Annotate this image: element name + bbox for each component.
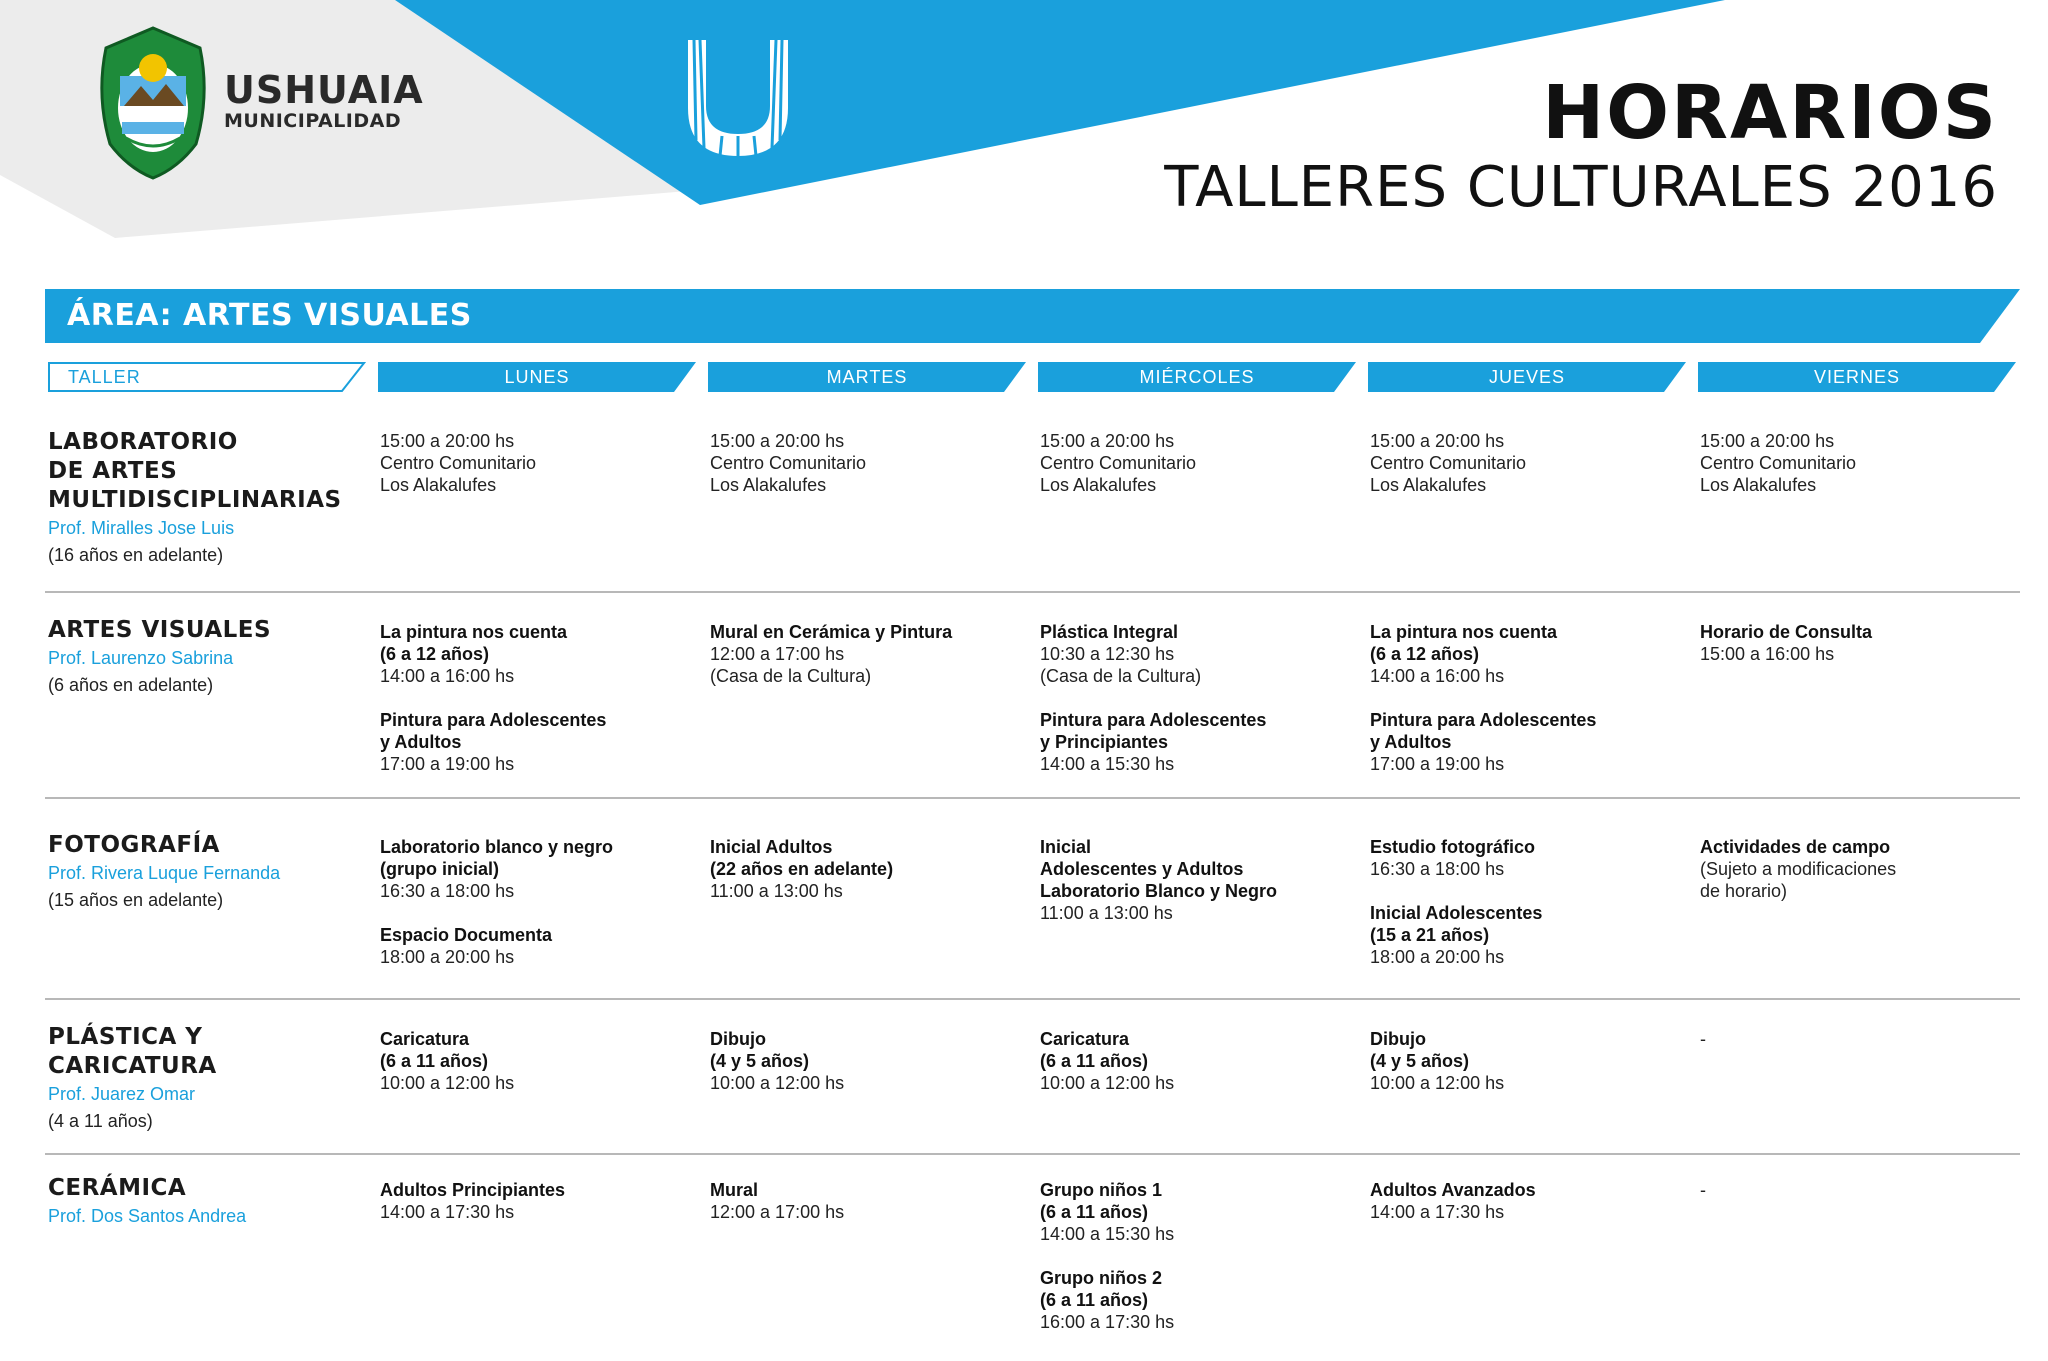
session-time: 15:00 a 16:00 hs xyxy=(1700,644,1835,664)
session-time: 12:00 a 17:00 hs xyxy=(710,644,845,664)
session-title: Grupo niños 2 xyxy=(1040,1268,1163,1288)
session-title: Adultos Avanzados xyxy=(1370,1180,1536,1200)
schedule-cell xyxy=(710,621,1030,709)
session-title: (6 a 11 años) xyxy=(1040,1202,1149,1222)
workshop-age-range: (15 años en adelante) xyxy=(48,890,224,910)
workshop-ceramica xyxy=(48,1174,338,1229)
session-title: Inicial Adolescentes xyxy=(1370,903,1543,923)
column-header-label: MIÉRCOLES xyxy=(1139,367,1255,387)
workshop-name: LABORATORIO xyxy=(48,429,238,455)
column-header-lunes xyxy=(378,362,696,392)
session xyxy=(1370,1028,1690,1094)
session-title: (4 y 5 años) xyxy=(710,1051,810,1071)
session xyxy=(380,924,700,968)
schedule-cell xyxy=(1700,1179,2020,1201)
workshop-age-range: (4 a 11 años) xyxy=(48,1111,153,1131)
workshop-professor: Prof. Juarez Omar xyxy=(48,1084,196,1104)
row-divider xyxy=(45,1153,2020,1155)
session xyxy=(1370,836,1690,880)
session-title: Laboratorio blanco y negro xyxy=(380,837,614,857)
session-time: 18:00 a 20:00 hs xyxy=(1370,947,1505,967)
column-header-taller-label: TALLER xyxy=(68,367,141,387)
schedule-place: Centro Comunitario xyxy=(1370,453,1527,473)
session-time: 14:00 a 17:30 hs xyxy=(380,1202,515,1222)
session xyxy=(1370,621,1690,687)
session-time: 11:00 a 13:00 hs xyxy=(1040,903,1173,923)
schedule-cell xyxy=(1700,430,2020,496)
row-divider xyxy=(45,998,2020,1000)
session-time: 16:30 a 18:00 hs xyxy=(380,881,515,901)
page-subtitle: TALLERES CULTURALES 2016 xyxy=(1164,155,1998,220)
session-time: 14:00 a 15:30 hs xyxy=(1040,754,1175,774)
schedule-place: Centro Comunitario xyxy=(1040,453,1197,473)
page-title: HORARIOS xyxy=(1542,70,1998,156)
column-header-label: JUEVES xyxy=(1488,367,1566,387)
schedule-cell xyxy=(380,1028,700,1116)
session-title: (6 a 12 años) xyxy=(1370,644,1480,664)
session-title: y Adultos xyxy=(380,732,462,752)
session-title: Pintura para Adolescentes xyxy=(380,710,607,730)
session-place: (Casa de la Cultura) xyxy=(1040,666,1202,686)
session-time: 14:00 a 16:00 hs xyxy=(1370,666,1505,686)
workshop-name: DE ARTES xyxy=(48,458,178,484)
session-time: 16:00 a 17:30 hs xyxy=(1040,1312,1175,1332)
session-note: de horario) xyxy=(1700,881,1788,901)
session-title: Plástica Integral xyxy=(1040,622,1179,642)
session-title: La pintura nos cuenta xyxy=(1370,622,1558,642)
session-title: Adolescentes y Adultos xyxy=(1040,859,1244,879)
session-time: 14:00 a 15:30 hs xyxy=(1040,1224,1175,1244)
empty-slot: - xyxy=(1700,1029,1706,1049)
session-time: 10:00 a 12:00 hs xyxy=(1040,1073,1175,1093)
workshop-professor: Prof. Laurenzo Sabrina xyxy=(48,648,234,668)
row-divider xyxy=(45,797,2020,799)
session-title: Adultos Principiantes xyxy=(380,1180,566,1200)
schedule-place: Centro Comunitario xyxy=(380,453,537,473)
session xyxy=(1700,836,2020,902)
column-header-miercoles xyxy=(1038,362,1356,392)
workshop-professor: Prof. Miralles Jose Luis xyxy=(48,518,235,538)
schedule-cell xyxy=(710,836,1030,924)
row-divider xyxy=(45,591,2020,593)
session-time: 11:00 a 13:00 hs xyxy=(710,881,843,901)
session-place: (Casa de la Cultura) xyxy=(710,666,872,686)
schedule-cell xyxy=(1040,621,1360,797)
schedule-place: Los Alakalufes xyxy=(380,475,497,495)
schedule-cell xyxy=(710,430,1030,496)
schedule-place: Los Alakalufes xyxy=(710,475,827,495)
session xyxy=(710,1179,1030,1223)
workshop-age-range: (6 años en adelante) xyxy=(48,675,214,695)
workshop-name: CERÁMICA xyxy=(48,1175,187,1201)
session-time: 10:00 a 12:00 hs xyxy=(380,1073,515,1093)
session-title: (6 a 11 años) xyxy=(1040,1051,1149,1071)
session-time: 17:00 a 19:00 hs xyxy=(1370,754,1505,774)
session-title: Estudio fotográfico xyxy=(1370,837,1535,857)
schedule-cell xyxy=(1370,430,1690,496)
schedule-place: Los Alakalufes xyxy=(1370,475,1487,495)
schedule-cell xyxy=(1040,1028,1360,1116)
brand-block xyxy=(224,70,424,132)
session xyxy=(1040,836,1360,924)
ushuaia-shield-logo xyxy=(96,26,210,180)
schedule-cell xyxy=(1040,836,1360,946)
schedule-place: Los Alakalufes xyxy=(1700,475,1817,495)
session xyxy=(710,621,1030,687)
session-title: Caricatura xyxy=(380,1029,470,1049)
session-title: (6 a 12 años) xyxy=(380,644,490,664)
workshop-laboratorio xyxy=(48,428,342,569)
schedule-cell xyxy=(1700,836,2020,924)
workshop-name: MULTIDISCIPLINARIAS xyxy=(48,487,342,513)
session-title: Dibujo xyxy=(710,1029,766,1049)
schedule-cell xyxy=(1040,1179,1360,1355)
workshop-fotografia xyxy=(48,831,338,914)
session-title: (4 y 5 años) xyxy=(1370,1051,1470,1071)
schedule-cell xyxy=(1700,621,2020,687)
schedule-cell xyxy=(1370,1028,1690,1116)
session-title: Mural xyxy=(710,1180,759,1200)
session-title: Caricatura xyxy=(1040,1029,1130,1049)
workshop-name: PLÁSTICA Y xyxy=(48,1024,203,1050)
session xyxy=(380,1028,700,1094)
session xyxy=(1040,709,1360,775)
page-title-block xyxy=(1164,70,1998,220)
session-title: y Principiantes xyxy=(1040,732,1169,752)
brand-name: USHUAIA xyxy=(224,68,424,112)
schedule-cell xyxy=(1370,621,1690,797)
session-title: Horario de Consulta xyxy=(1700,622,1873,642)
session-title: Pintura para Adolescentes xyxy=(1040,710,1267,730)
session-time: 14:00 a 17:30 hs xyxy=(1370,1202,1505,1222)
schedule-time: 15:00 a 20:00 hs xyxy=(1370,431,1505,451)
session-title: Mural en Cerámica y Pintura xyxy=(710,622,953,642)
session-title: Laboratorio Blanco y Negro xyxy=(1040,881,1278,901)
session xyxy=(380,1179,700,1223)
schedule-time: 15:00 a 20:00 hs xyxy=(1700,431,1835,451)
workshop-professor: Prof. Dos Santos Andrea xyxy=(48,1206,247,1226)
workshop-name: CARICATURA xyxy=(48,1053,217,1079)
session-title: Inicial Adultos xyxy=(710,837,833,857)
schedule-time: 15:00 a 20:00 hs xyxy=(1040,431,1175,451)
session xyxy=(710,1028,1030,1094)
column-header-viernes xyxy=(1698,362,2016,392)
schedule-time: 15:00 a 20:00 hs xyxy=(380,431,515,451)
session xyxy=(380,836,700,902)
session-title: (6 a 11 años) xyxy=(1040,1290,1149,1310)
workshop-age-range: (16 años en adelante) xyxy=(48,545,224,565)
workshop-name: ARTES VISUALES xyxy=(48,617,272,643)
session-time: 10:00 a 12:00 hs xyxy=(1370,1073,1505,1093)
schedule-cell xyxy=(1370,836,1690,990)
schedule-cell xyxy=(380,430,700,496)
column-header-jueves xyxy=(1368,362,1686,392)
session-note: (Sujeto a modificaciones xyxy=(1700,859,1897,879)
schedule-place: Centro Comunitario xyxy=(1700,453,1857,473)
schedule-cell xyxy=(1700,1028,2020,1050)
session-title: (15 a 21 años) xyxy=(1370,925,1490,945)
session-time: 10:00 a 12:00 hs xyxy=(710,1073,845,1093)
schedule-cell xyxy=(710,1028,1030,1116)
session-title: Inicial xyxy=(1040,837,1092,857)
column-header-label: LUNES xyxy=(504,367,570,387)
schedule-cell xyxy=(1040,430,1360,496)
workshop-name: FOTOGRAFÍA xyxy=(48,832,220,858)
session-title: Grupo niños 1 xyxy=(1040,1180,1163,1200)
session xyxy=(1370,1179,1690,1223)
schedule-cell xyxy=(380,836,700,990)
column-header-label: VIERNES xyxy=(1813,367,1901,387)
session-title: (grupo inicial) xyxy=(380,859,499,879)
session-time: 12:00 a 17:00 hs xyxy=(710,1202,845,1222)
schedule-cell xyxy=(710,1179,1030,1245)
session xyxy=(1040,621,1360,687)
u-emblem-icon xyxy=(682,40,794,158)
session-title: Espacio Documenta xyxy=(380,925,553,945)
session-time: 17:00 a 19:00 hs xyxy=(380,754,515,774)
brand-subtitle: MUNICIPALIDAD xyxy=(224,110,402,132)
schedule-time: 15:00 a 20:00 hs xyxy=(710,431,845,451)
session-title: Dibujo xyxy=(1370,1029,1426,1049)
workshop-artes-visuales xyxy=(48,616,338,699)
session xyxy=(380,709,700,775)
schedule-place: Centro Comunitario xyxy=(710,453,867,473)
session-time: 16:30 a 18:00 hs xyxy=(1370,859,1505,879)
session xyxy=(1040,1028,1360,1094)
session xyxy=(1370,902,1690,968)
session-time: 10:30 a 12:30 hs xyxy=(1040,644,1175,664)
column-header-taller xyxy=(48,362,366,392)
session-title: La pintura nos cuenta xyxy=(380,622,568,642)
empty-slot: - xyxy=(1700,1180,1706,1200)
session-title: (6 a 11 años) xyxy=(380,1051,489,1071)
workshop-professor: Prof. Rivera Luque Fernanda xyxy=(48,863,281,883)
session-title: (22 años en adelante) xyxy=(710,859,894,879)
session-time: 14:00 a 16:00 hs xyxy=(380,666,515,686)
session xyxy=(1040,1267,1360,1333)
session-title: Actividades de campo xyxy=(1700,837,1891,857)
session-title: y Adultos xyxy=(1370,732,1452,752)
schedule-cell xyxy=(380,1179,700,1245)
session-time: 18:00 a 20:00 hs xyxy=(380,947,515,967)
schedule-place: Los Alakalufes xyxy=(1040,475,1157,495)
column-header-martes xyxy=(708,362,1026,392)
session xyxy=(1700,621,2020,665)
schedule-cell xyxy=(1370,1179,1690,1245)
session xyxy=(710,836,1030,902)
session xyxy=(1370,709,1690,775)
session-title: Pintura para Adolescentes xyxy=(1370,710,1597,730)
schedule-cell xyxy=(380,621,700,797)
area-title: ÁREA: ARTES VISUALES xyxy=(67,298,472,333)
workshop-plastica-caricatura xyxy=(48,1023,338,1135)
column-header-label: MARTES xyxy=(826,367,908,387)
session xyxy=(1040,1179,1360,1245)
session xyxy=(380,621,700,687)
